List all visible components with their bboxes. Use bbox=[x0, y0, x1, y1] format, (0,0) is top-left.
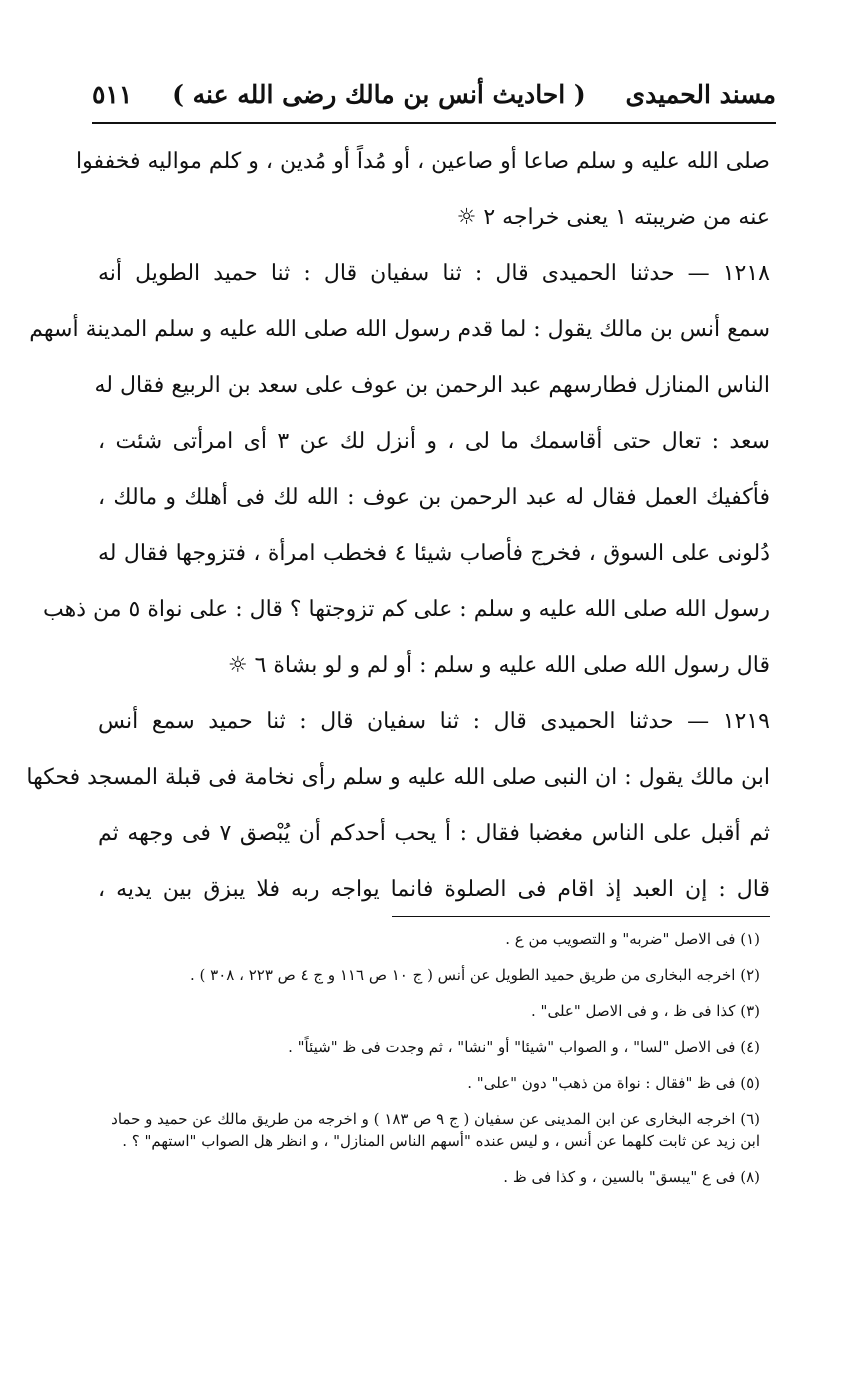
text-line: فأكفيك العمل فقال له عبد الرحمن بن عوف : الله لك فى أهلك و مالك ، bbox=[98, 485, 770, 510]
section-title: ( احاديث أنس بن مالك رضى الله عنه ) bbox=[172, 79, 586, 109]
text-line: دُلونى على السوق ، فخرج فأصاب شيئا ٤ فخطب امرأة ، فتزوجها فقال له bbox=[98, 541, 770, 566]
text-line: رسول الله صلى الله عليه و سلم : على كم تزوجتها ؟ قال : على نواة ٥ من ذهب bbox=[43, 597, 770, 622]
footnote-text: (٣) كذا فى ظ ، و فى الاصل "على" . bbox=[531, 1002, 760, 1020]
main-text bbox=[26, 134, 770, 918]
footnote bbox=[98, 964, 760, 986]
text-line: ثم أقبل على الناس مغضبا فقال : أ يحب أحدكم أن يُبْصق ٧ فى وجهه ثم bbox=[98, 821, 770, 846]
footnotes bbox=[98, 928, 760, 1202]
footnote-rule bbox=[392, 916, 770, 917]
text-line: صلى الله عليه و سلم صاعا أو صاعين ، أو مُداً أو مُدين ، و كلم مواليه فخففوا bbox=[76, 149, 770, 174]
page-number: ٥١١ bbox=[92, 79, 133, 109]
text-line: قال رسول الله صلى الله عليه و سلم : أو لم و لو بشاة ٦ ☼ bbox=[227, 653, 770, 678]
footnote-text: (٨) فى ع "يبسق" بالسين ، و كذا فى ظ . bbox=[503, 1168, 760, 1186]
text-line: قال : إن العبد إذ اقام فى الصلوة فانما يواجه ربه فلا يبزق بين يديه ، bbox=[98, 877, 770, 902]
text-line: سمع أنس بن مالك يقول : لما قدم رسول الله صلى الله عليه و سلم المدينة أسهم bbox=[29, 317, 770, 342]
header-rule bbox=[92, 122, 776, 124]
hadith-1219-opening: ١٢١٩ — حدثنا الحميدى قال : ثنا سفيان قال : ثنا حميد سمع أنس bbox=[98, 709, 770, 734]
text-line: الناس المنازل فطارسهم عبد الرحمن بن عوف على سعد بن الربيع فقال له bbox=[94, 373, 770, 398]
text-line: عنه من ضريبته ١ يعنى خراجه ٢ ☼ bbox=[456, 205, 770, 230]
running-header bbox=[92, 72, 776, 116]
footnote bbox=[98, 1166, 760, 1188]
text-line: سعد : تعال حتى أقاسمك ما لى ، و أنزل لك عن ٣ أى امرأتى شئت ، bbox=[98, 429, 770, 454]
text-line: ابن مالك يقول : ان النبى صلى الله عليه و سلم رأى نخامة فى قبلة المسجد فحكها bbox=[26, 765, 770, 790]
footnote bbox=[98, 1000, 760, 1022]
footnote bbox=[98, 1036, 760, 1058]
footnote-text: (٢) اخرجه البخارى من طريق حميد الطويل عن أنس ( ج ١٠ ص ١١٦ و ج ٤ ص ٢٢٣ ، ٣٠٨ ) . bbox=[190, 966, 760, 984]
footnote bbox=[98, 928, 760, 950]
footnote-text: (٦) اخرجه البخارى عن ابن المدينى عن سفيان ( ج ٩ ص ١٨٣ ) و اخرجه من طريق مالك عن حميد و حماد ابن زيد عن ثابت كلهما عن أنس ، و ليس عنده "أسهم الناس المنازل" ، و انظر هل الصواب "استهم" ؟ . bbox=[111, 1110, 760, 1150]
footnote-text: (٤) فى الاصل "لسا" ، و الصواب "شيئا" أو "نشا" ، ثم وجدت فى ظ "شيئاً" . bbox=[288, 1038, 760, 1056]
book-title: مسند الحميدى bbox=[625, 79, 776, 109]
footnote-text: (٥) فى ظ "فقال : نواة من ذهب" دون "على" . bbox=[467, 1074, 760, 1092]
footnote bbox=[98, 1108, 760, 1152]
footnote bbox=[98, 1072, 760, 1094]
footnote-text: (١) فى الاصل "ضربه" و التصويب من ع . bbox=[505, 930, 760, 948]
hadith-1218-opening: ١٢١٨ — حدثنا الحميدى قال : ثنا سفيان قال : ثنا حميد الطويل أنه bbox=[98, 261, 770, 286]
